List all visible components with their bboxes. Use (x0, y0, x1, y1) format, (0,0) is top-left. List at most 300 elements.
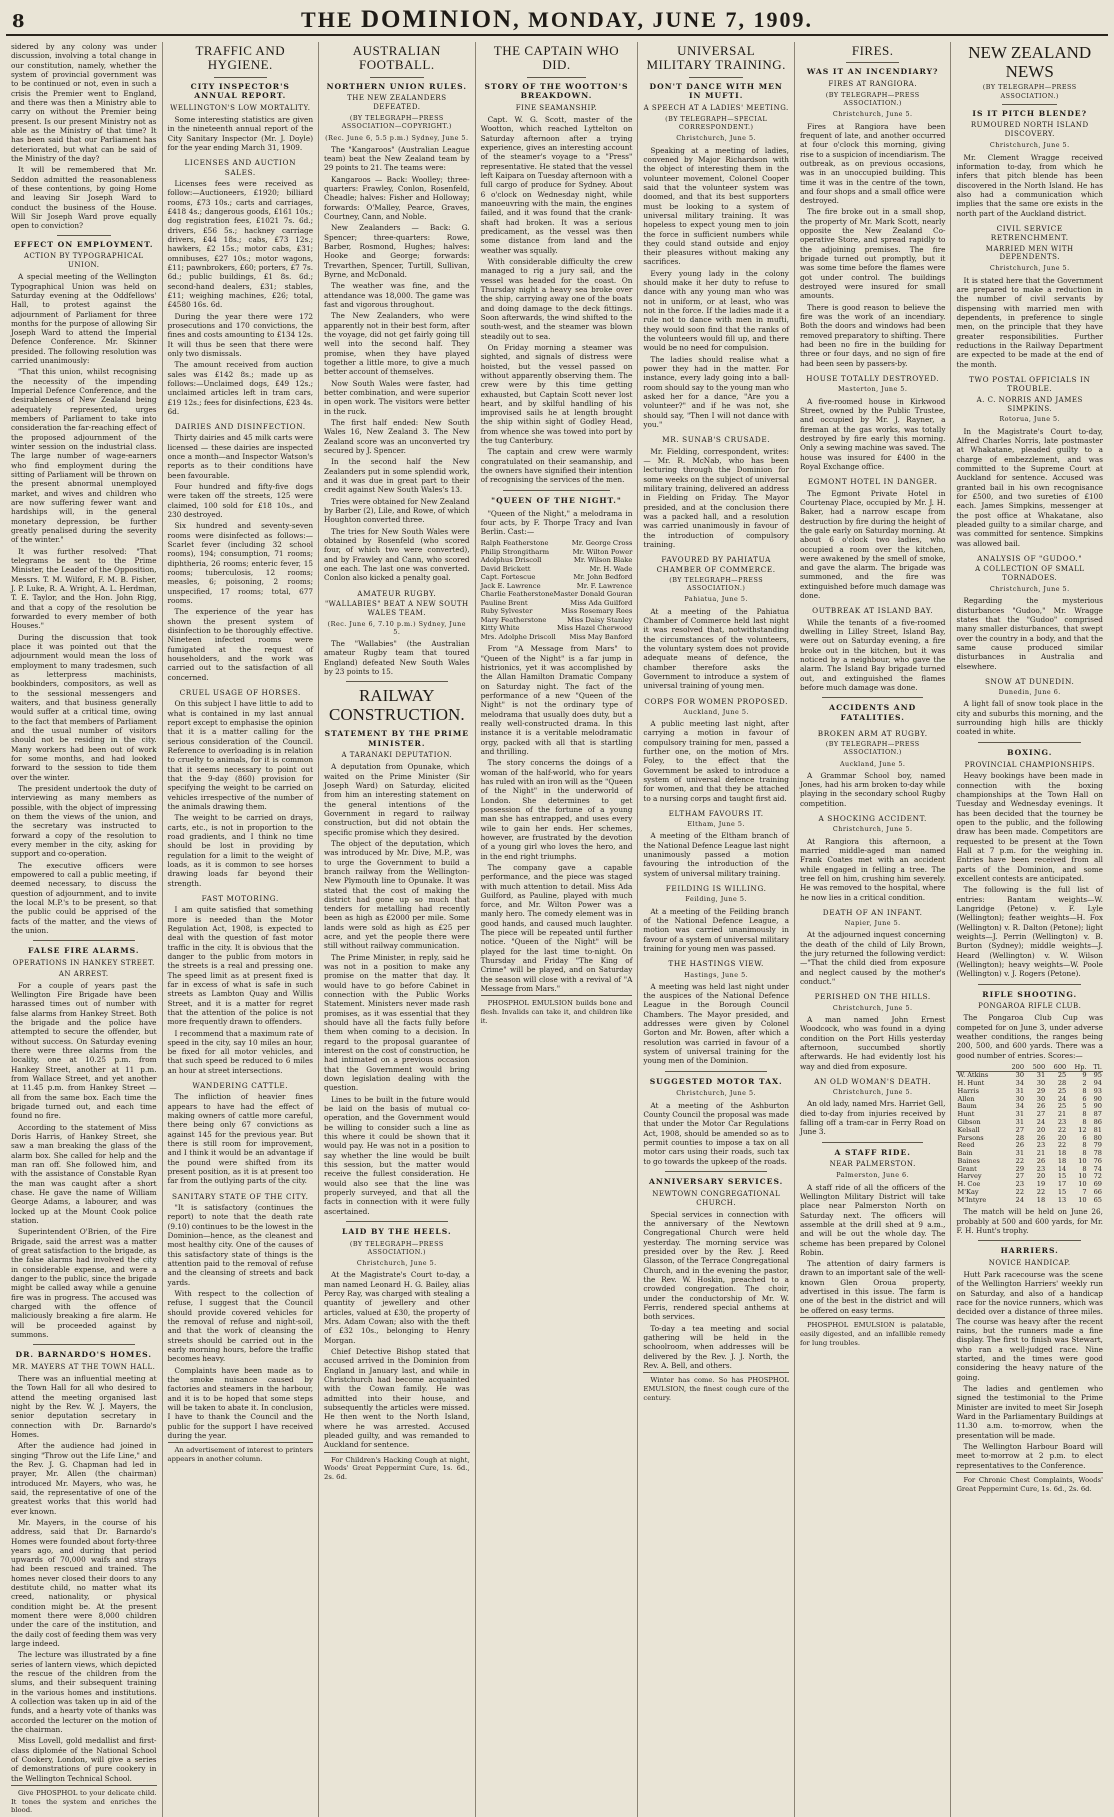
table-cell: 23 (1057, 1118, 1067, 1127)
article-text: A special meeting of the Wellington Typographical Union was held on Saturday evening at the Oddfellows' Hall, to protest against the adjournment of Parliament for three months for the purpose of allowing Sir Joseph Ward to attend the Imperial Defence Conference. Mr. Skinner presided. The following resolution was carried unanimously: (11, 272, 157, 366)
table-cell: 25 (1057, 1071, 1067, 1080)
advertisement: For Children's Hacking Cough at night, Woods' Great Peppermint Cure, 1s. 6d., 2s. 6d. (324, 1452, 470, 1482)
section-heading: TWO POSTAL OFFICIALS IN TROUBLE. (969, 374, 1091, 394)
table-cell: 66 (1093, 1187, 1102, 1196)
subheadline: STATEMENT BY THE PRIME MINISTER. (324, 728, 470, 748)
subheadline: NEWTOWN CONGREGATIONAL CHURCH. (652, 1189, 781, 1207)
table-cell: 90 (1093, 1102, 1102, 1111)
table-cell: 10 (1078, 1156, 1087, 1165)
article-text: The amount received from auction sales was £142 8s.; made up as follows:—Unclaimed dogs, £49 12s.; unclaimed articles left in tram cars, £19 12s.; fees for disinfections, £23 4s. 6d. (167, 360, 314, 416)
dateline: Napier, June 5. (844, 919, 901, 928)
article-text: A meeting of the Eltham branch of the National Defence League last night unanimously passed a motion favouring the introduction of the system of universal military training. (643, 831, 789, 878)
article-text: The infliction of heavier fines appears to have had the effect of making owners of cattle more careful, there being only 67 convictions as against 145 for the previous year. But there is still room for improvement, and I think it would be an advantage if the pound were shifted from its present position, as it is at present too far from the outlying parts of the city. (167, 1092, 314, 1186)
article-text: The company gave a capable performance, and the piece was staged with much attention to detail. Miss Ada Guilford, as Pauline, played with much force, and Mr. Wilton Power was a manly hero. The comedy element was in good hands, and caused much laughter. The piece will be repeated until further notice. "Queen of the Night" will be played for the last time to-night. On Thursday and Friday "The King of Crime" will be played, and on Saturday the season will close with a revival of "A Message from Mars." (480, 862, 633, 994)
wire-credit: (BY TELEGRAPH—PRESS ASSOCIATION.) (669, 575, 764, 593)
article-text: The weight to be carried on drays, carts, etc., is not in proportion to the road gradients, and I think no time should be lost in providing by regulation for a limit to the weight of loads, as it is common to see horses drawing loads far beyond their strength. (167, 813, 314, 888)
cast-row (481, 556, 633, 564)
cast-row (481, 633, 633, 641)
headline: FALSE FIRE ALARMS. (28, 946, 140, 956)
table-cell: 30 (1036, 1094, 1046, 1103)
divider (665, 1171, 767, 1172)
table-header-cell: 500 (1025, 1063, 1046, 1072)
table-header-cell: Tl. (1088, 1063, 1103, 1072)
headline: ANNIVERSARY SERVICES. (649, 1176, 784, 1186)
article-text: A light fall of snow took place in the city and suburbs this morning, and the surrounding high hills are thickly coated in white. (956, 699, 1103, 737)
advertisement: PHOSPHOL EMULSION builds bone and flesh. Invalids can take it, and children like it. (481, 995, 633, 1025)
table-cell: 22 (1057, 1141, 1067, 1150)
article-text: Lines to be built in the future would be laid on the basis of mutual co-operation, and the Government would be willing to consider such a line as this where it could be shown that it would pay. He was not in a position to say whether the line would be built this session, but the matter would receive the fullest consideration. He would also see that the line was properly surveyed, and that all the facts in connection with it were fully ascertained. (324, 1094, 470, 1216)
table-cell: Reed (957, 1141, 975, 1150)
table-cell: 24 (1057, 1094, 1067, 1103)
article-text: Capt. W. G. Scott, master of the Wootton, which reached Lyttelton on Saturday afternoon after a trying experience, gives an interesting account of the steamer's voyage to a "Press" representative. He stated that the vessel left Kaipara on Tuesday afternoon with a full cargo of produce for Sydney. About 6 o'clock on Wednesday night, while manoeuvring with the main, the engines failed, and it was found that the crank-shaft had broken. It was a serious predicament, as the vessel was then some distance from land and the weather was squally. (480, 114, 633, 255)
cast-actor: Miss Daisy Stanley (567, 615, 633, 624)
divider (346, 1221, 448, 1222)
table-row (956, 1158, 1103, 1166)
cast-row (481, 582, 633, 590)
table-cell: 34 (1015, 1079, 1025, 1088)
headline: RAILWAY CONSTRUCTION. (329, 686, 465, 725)
subheadline: CITY INSPECTOR'S ANNUAL REPORT. (190, 81, 290, 101)
table-cell: 90 (1093, 1094, 1102, 1103)
article-text: The captain and crew were warmly congratulated on their seamanship, and the owners have signified their intention of recognising the services of the men. (480, 447, 633, 485)
table-cell: 8 (1082, 1086, 1087, 1095)
table-cell: 27 (1015, 1172, 1025, 1181)
article-text: At a meeting of the Feilding branch of the National Defence League, a motion was carried unanimously in favour of a system of universal military training for young men was passed. (643, 906, 789, 953)
article-text: At the Magistrate's Court to-day, a man named Leonard H. G. Bailey, alias Percy Ray, was charged with stealing a quantity of jewellery and other articles, valued at £30, the property of Mrs. Adam Cowan; also with the theft of £32 10s., belonging to Henry Morgan. (324, 1270, 470, 1345)
dateline: Pahiatua, June 5. (684, 595, 748, 604)
table-cell: 8 (1082, 1149, 1087, 1158)
table-cell: 94 (1093, 1079, 1102, 1088)
table-cell: 8 (1082, 1110, 1087, 1119)
table-cell: 26 (1015, 1141, 1025, 1150)
table-cell: 17 (1057, 1180, 1067, 1189)
cast-role: Philip Strongitharm (480, 547, 550, 556)
table-cell: 80 (1093, 1133, 1102, 1142)
article-text: In the Magistrate's Court to-day, Alfred Charles Norris, late postmaster at Whakatane, pleaded guilty to a charge of embezzlement, and was committed to the Supreme Court at Auckland for sentence. Accused was granted bail in his own recognisance for £500, and two sureties of £100 each. James Simpkins, messenger at the post office at Whakatane, also pleaded guilty to a similar charge, and was committed for sentence. Simpkins was allowed bail. (956, 426, 1103, 548)
article-text: A staff ride of all the officers of the Wellington Military District will take place near Palmerston North on Saturday next. The officers will assemble at the drill shed at 9 a.m., and will be out the whole day. The scheme has been prepared by Colonel Robin. (799, 1182, 946, 1257)
paper-name: DOMINION (361, 6, 514, 33)
table-cell: 8 (1082, 1118, 1087, 1127)
cast-list (481, 539, 633, 641)
table-cell: 22 (1036, 1187, 1046, 1196)
table-cell: 25 (1057, 1086, 1067, 1095)
table-row (956, 1103, 1103, 1111)
article-text: An old lady, named Mrs. Harriet Gell, died to-day from injuries received by falling off a tram-car in Ferry Road on June 3. (799, 1099, 946, 1137)
article-text: Miss Lovell, gold medallist and first-class diplomée of the National School of Cookery, London, will give a series of demonstrations of pure cookery in the Wellington Technical School. (11, 1736, 157, 1783)
cast-row (481, 548, 633, 556)
article-text: Tries were obtained for New Zealand by Barber (2), Lile, and Rowe, of which Houghton converted three. (324, 496, 470, 525)
section-heading: LICENSES AND AUCTION SALES. (184, 158, 297, 177)
article-text: The Wellington Harbour Board will meet to-morrow at 2 p.m. to elect representatives to the Conference. (956, 1442, 1103, 1470)
subheadline: DON'T DANCE WITH MEN IN MUFTI. (649, 81, 783, 101)
advertisement: PHOSPHOL EMULSION is palatable, easily digested, and an infallible remedy for lung troubles. (800, 1317, 946, 1347)
article-text: Complaints have been made as to the smoke nuisance caused by factories and steamers in the harbour, and it is to be hoped that some steps will be taken to abate it. In conclusion, I have to thank the Council and the public for the support I have received during the year. (167, 1365, 314, 1440)
table-cell: 15 (1057, 1187, 1067, 1196)
divider (33, 940, 135, 941)
article-text: It was further resolved: "That telegrams be sent to the Prime Minister, the Leader of the Opposition, Messrs. T. M. Wilford, F. M. B. Fisher, J. P. Luke, R. A. Wright, A. L. Herdman, T. E. Taylor, and the Hon. John Rigg, and that a copy of the resolution be forwarded to every member of both Houses." (11, 546, 157, 631)
headline: EFFECT ON EMPLOYMENT. (13, 239, 154, 249)
article-text: The experience of the year has shown the present system of disinfection to be thoroughly effective. Nineteen infected rooms were fumigated at the request of householders, and the work was carried out to the satisfaction of all concerned. (167, 607, 314, 682)
table-cell: 7 (1082, 1187, 1087, 1196)
table-cell: 81 (1093, 1125, 1102, 1134)
section-heading: EGMONT HOTEL IN DANGER. (807, 477, 938, 487)
table-cell: H. Hunt (957, 1079, 985, 1088)
table-cell: 24 (1036, 1118, 1046, 1127)
table-cell: 69 (1093, 1180, 1102, 1189)
article-text: It is stated here that the Government are prepared to make a reduction in the number of civil servants by dispensing with married men with dependents, in preference to single men, on the principle that they have greater responsibilities. Further reductions in the Railway Department are expected to be made at the end of the month. (956, 275, 1103, 369)
article-text: The fire broke out in a small shop, the property of Mr. Mark Scott, nearly opposite the New Zealand Co-operative Store, and spread rapidly to the adjoining premises. The fire brigade turned out promptly, but it was some time before the flames were got under control. The buildings destroyed were insured for small amounts. (799, 207, 946, 301)
subheadline: NOVICE HANDICAP. (988, 1259, 1071, 1268)
table-cell: 21 (1036, 1149, 1046, 1158)
subheadline: MARRIED MEN WITH DEPENDENTS. (985, 244, 1074, 262)
table-cell: 8 (1082, 1164, 1087, 1173)
divider (1002, 104, 1057, 105)
subheadline: PONGAROA RIFLE CLUB. (978, 1002, 1082, 1011)
subheadline: IS IT PITCH BLENDE? (972, 108, 1088, 118)
article-text: The ladies and gentlemen who signed the testimonial to the Prime Minister are invited to meet Sir Joseph Ward in the Parliamentary Buildings at 11.30 a.m. to-morrow, when the presentation will be made. (956, 1384, 1103, 1440)
table-row (956, 1135, 1103, 1143)
table-cell: Gibson (957, 1118, 981, 1127)
article-text: Four hundred and fifty-five dogs were taken off the streets, 125 were claimed, 100 sold for £18 10s., and 230 destroyed. (167, 482, 314, 520)
table-row (956, 1197, 1103, 1205)
article-text: The president undertook the duty of interviewing as many members as possible, with the object of impressing on them the views of the union, and the secretary was instructed to forward a copy of the resolution to every member in the city, asking for support and co-operation. (11, 783, 157, 859)
divider (978, 1240, 1081, 1241)
section-heading: CORPS FOR WOMEN PROPOSED. (644, 696, 788, 706)
headline: AUSTRALIAN FOOTBALL. (352, 43, 441, 73)
cast-row (481, 539, 633, 547)
section-heading: OUTBREAK AT ISLAND BAY. (812, 606, 934, 616)
cast-role: Adolphus Driscoll (480, 556, 542, 565)
table-cell: 25 (1057, 1102, 1067, 1111)
article-text: On this subject I have little to add to what is contained in my last annual report except to emphasise the opinion that it is a matter calling for the serious consideration of the Council. Reference to overloading is in relation to cruelty to animals, for it is common that it seems necessary to point out that the 9-day (860) provision for specifying the weight to be carried on vehicles irrespective of the number of the animals drawing them. (167, 699, 314, 811)
cast-role: David Brickett (480, 564, 531, 573)
columns (6, 42, 1108, 1815)
article-text: Regarding the mysterious disturbances "Gudoo," Mr. Wragge states that the "Gudoo" comprised many smaller disturbances, that swept over the country in a body, and that the same cause produced similar disturbances in Australia and elsewhere. (956, 596, 1103, 671)
section-heading: WANDERING CATTLE. (192, 1081, 289, 1091)
article-text: The tries for New South Wales were obtained by Rosenfeld (who scored four, of which two were converted), and by Frawley and Cann, who scored one each. The last one was converted. Conlon also kicked a penalty goal. (324, 526, 470, 583)
table-cell: 5 (1082, 1102, 1087, 1111)
table-cell: 29 (1015, 1164, 1025, 1173)
table-cell: M'Kay (957, 1187, 979, 1196)
table-cell: 18 (1057, 1156, 1067, 1165)
wire-credit: (BY TELEGRAPH—PRESS ASSOCIATION.) (825, 740, 920, 757)
article-text: The lecture was illustrated by a fine series of lantern views, which depicted the rescue of the children from the slums, and their subsequent training in the various homes and institutions. A collection was taken up in aid of the funds, and a hearty vote of thanks was accorded the lecturer on the motion of the chairman. (11, 1650, 157, 1735)
cast-actor: Mr. Wilton Power (572, 547, 633, 556)
article-text: The New Zealanders, who were apparently not in their best form, after the voyage, did not get fairly going till well into the second half. They promise, when they have played together a little more, to give a much better account of themselves. (324, 311, 470, 377)
subheadline: "WALLABIES" BEAT A NEW SOUTH WALES TEAM. (324, 599, 469, 617)
table-cell: 20 (1036, 1172, 1046, 1181)
cast-role: Ruby Sylvester (480, 607, 533, 616)
subheadline: ACTION BY TYPOGRAPHICAL UNION. (23, 252, 144, 270)
table-cell: 6 (1082, 1094, 1087, 1103)
cast-role: Mary Featherstone (480, 615, 547, 624)
dateline: Feilding, June 5. (685, 895, 747, 904)
divider (822, 697, 924, 698)
table-cell: 87 (1093, 1110, 1102, 1119)
cast-role: Pauline Brent (480, 598, 528, 607)
dateline: Christchurch, June 5. (989, 141, 1070, 150)
wire-credit: (BY TELEGRAPH—PRESS ASSOCIATION.) (349, 1239, 444, 1256)
article-text: Mr. Mayers, in the course of his address, said that Dr. Barnardo's Homes were founded about forty-three years ago, and during that period upwards of 70,000 waifs and strays had been rescued and trained. The homes never closed their doors to any destitute child, no matter what its creed, nationality, or physical condition might be. At the present moment there were 8,000 children under the care of the institution, and the daily cost of feeding them was very large indeed. (11, 1517, 157, 1649)
dateline: Eltham, June 5. (687, 820, 745, 829)
article-text: Heavy bookings have been made in connection with the boxing championships at the Town Hall on Tuesday and Wednesday evenings. It has been decided that the tourney be open to the public, and the following draw has been made. Competitors are requested to be present at the Town Hall at 7 p.m. for the weighing in. Entries have been received from all parts of the Dominion, and some excellent contests are anticipated. (956, 771, 1103, 884)
divider (978, 742, 1081, 743)
article-text: There is good reason to believe the fire was the work of an incendiary. Both the doors and windows had been removed preparatory to shifting. There had been no fire in the building for three or four days, and no sign of fire had been seen by passers-by. (799, 302, 946, 368)
article-text: In the second half the New Zealanders put in some splendid work, and it was due in great part to their credit against New South Wales's 13. (324, 457, 470, 495)
table-cell: 93 (1093, 1086, 1102, 1095)
section-heading: CRUEL USAGE OF HORSES. (179, 688, 301, 698)
article-text: The match will be held on June 26, probably at 500 and 600 yards, for Mr. F. H. Hunt's trophy. (956, 1207, 1103, 1236)
divider (33, 1344, 135, 1345)
column-4 (476, 42, 639, 1817)
dateline: Rotorua, June 5. (999, 415, 1061, 424)
subheadline: NORTHERN UNION RULES. (326, 81, 468, 91)
table-cell: Parsons (957, 1133, 984, 1142)
article-text: Mr. Fielding, correspondent, writes:— Mr. R. McNab, who has been lecturing through the Dominion for some weeks on the subject of universal military training, delivered an address in Fielding on Friday. The Mayor presided, and at the conclusion there was a packed hall, and a resolution was carried unanimously in favour of the introduction of compulsory training. (643, 446, 789, 549)
article-text: Special services in connection with the anniversary of the Newtown Congregational Church were held yesterday. The morning service was presided over by the Rev. J. Reed Glasson, of the Terrace Congregational Church, and in the evening the pastor, the Rev. W. Hoskin, preached to a crowded congregation. The choir, under the conductorship of Mr. W. Ferris, rendered special anthems at both services. (643, 1209, 789, 1322)
cast-role: Jack E. Lawrence (480, 581, 541, 590)
table-cell: 86 (1093, 1118, 1102, 1127)
issue-date: , MONDAY, JUNE 7, 1909. (513, 7, 813, 32)
table-cell: 23 (1036, 1141, 1046, 1150)
article-text: At a meeting of the Pahiatua Chamber of Commerce held last night it was resolved that, notwithstanding the circumstances of the volunteers, the voluntary system does not provide adequate means of defence, the chamber therefore asks the Government to introduce a system of universal training of young men. (643, 606, 789, 691)
article-text: I recommend that a maximum rate of speed in the city, say 10 miles an hour, be fixed for all motor vehicles, and that such speed be reduced to 6 miles an hour at street intersections. (167, 1028, 314, 1075)
table-header-cell: 200 (1004, 1063, 1025, 1072)
table-cell: 72 (1093, 1172, 1102, 1181)
article-text: The executive officers were empowered to call a public meeting, if deemed necessary, to discuss the question of adjournment, and to invite the local M.P.'s to be present, so that the public could be apprised of the facts of the matter, and the views of the union. (11, 860, 157, 935)
subheadline: WELLINGTON'S LOW MORTALITY. (170, 104, 311, 113)
subheadline: WAS IT AN INCENDIARY? (806, 67, 939, 77)
table-cell: 31 (1015, 1086, 1025, 1095)
divider (57, 235, 111, 236)
table-cell: 10 (1078, 1172, 1087, 1181)
dateline: Hastings, June 5. (684, 970, 749, 979)
divider (503, 490, 611, 491)
section-heading: SNOW AT DUNEDIN. (984, 676, 1075, 686)
table-cell: 31 (1015, 1110, 1025, 1119)
article-text: According to the statement of Miss Doris Harris, of Hankey Street, she saw a man breaking the glass of the alarm box. She called for help and the man ran off. She followed him, and with the assistance of Constable Ryan the man was caught after a short chase. He gave the name of William George Adams, a labourer, and was locked up at the Mount Cook police station. (11, 1122, 157, 1225)
subheadline: A TARANAKI DEPUTATION. (341, 751, 453, 760)
table-cell: Baum (957, 1102, 977, 1111)
table-cell: 74 (1093, 1164, 1102, 1173)
article-text: A five-roomed house in Kirkwood Street, owned by the Public Trustee, and occupied by Mr. J. Rayner, a fireman at the gas works, was totally destroyed by fire early this morning. Only a sewing machine was saved. The house was insured for £400 in the Royal Exchange office. (799, 396, 946, 471)
cast-role: Capt. Fortescue (480, 573, 536, 582)
table-cell: W. Atkins (957, 1071, 989, 1080)
article-text: It will be remembered that Mr. Seddon admitted the reasonableness of these contentions, by going Home and leaving Sir Joseph Ward to conduct the business of the House. Will Sir Joseph Ward prove equally open to conviction? (11, 165, 157, 231)
table-cell: Harris (957, 1086, 979, 1095)
dateline: Christchurch, June 5. (676, 1089, 757, 1098)
dateline: Masterton, June 5. (838, 385, 908, 394)
subheadline: PROVINCIAL CHAMPIONSHIPS. (964, 760, 1095, 769)
article-text: Kangaroos — Back: Woolley; three-quarters: Frawley, Conlon, Rosenfeld, Cheadle; halves: Fisher and Holloway; forwards: O'Malley, Pearce, Graves, Courtney, Cann, and Noble. (324, 174, 470, 222)
article-text: At Rangiora this afternoon, a married middle-aged man named Frank Coates met with an accident while engaged in felling a tree. The tree fell on him, crushing him severely. He was removed to the hospital, where he now lies in a critical condition. (799, 836, 946, 902)
table-cell: 79 (1093, 1141, 1102, 1150)
headline: ACCIDENTS AND FATALITIES. (829, 703, 917, 723)
section-heading: FAVOURED BY PAHIATUA CHAMBER OF COMMERCE. (656, 555, 776, 574)
table-header-cell: Hp. (1067, 1063, 1087, 1072)
table-cell: Hunt (957, 1110, 975, 1119)
table-cell: 31 (1015, 1149, 1025, 1158)
table-row (956, 1088, 1103, 1096)
divider (346, 681, 448, 682)
article-text: From "A Message from Mars" to "Queen of the Night" is a far jump in histrionics, yet it was accomplished by the Allan Hamilton Dramatic Company on Saturday night. The fact of the performance of a new "Queen of the Night" is not the ordinary type of melodrama that usually does duty, but a really well-constructed drama. In this instance it is a veritable melodramatic orgy, packed with all that is startling and thrilling. (480, 644, 633, 756)
dateline: Christchurch, June 5. (832, 1088, 913, 1097)
cast-actor: Mr. George Cross (571, 539, 633, 548)
table-cell: 26 (1036, 1156, 1046, 1165)
table-cell: Harvey (957, 1172, 982, 1181)
subheadline: OPERATIONS IN HANKEY STREET. (12, 958, 155, 967)
table-cell: 13 (1057, 1195, 1067, 1204)
headline: "QUEEN OF THE NIGHT." (491, 495, 622, 505)
subheadline: MR. MAYERS AT THE TOWN HALL. (12, 1362, 156, 1371)
dateline: Christchurch, June 5. (989, 585, 1070, 594)
table-cell: 8 (1082, 1141, 1087, 1150)
table-cell: M'Intyre (957, 1195, 987, 1204)
table-cell: 27 (1015, 1125, 1025, 1134)
article-text: Mr. Clement Wragge received information to-day, from which he infers that pitch blende has been discovered in the North Island. He has also had a communication which implies that the same ore exists in the north part of the Auckland district. (956, 152, 1103, 218)
wire-credit: (BY TELEGRAPH—PRESS ASSOCIATION—COPYRIGHT.) (341, 114, 452, 131)
headline: LAID BY THE HEELS. (342, 1226, 452, 1236)
article-text: "It is satisfactory (continues the report) to note that the death rate (9.10) continues to be the lowest in the Dominion—hence, as the cleanest and most healthy city. One of the causes of this satisfactory state of things is the attention paid to the removal of refuse and the cleansing of streets and back yards. (167, 1203, 314, 1287)
divider (214, 77, 268, 78)
table-cell: 31 (1036, 1071, 1046, 1080)
table-cell: 23 (1036, 1164, 1046, 1173)
section-heading: ANALYSIS OF "GUDOO." (977, 553, 1083, 563)
table-cell: 76 (1093, 1156, 1102, 1165)
table-cell: 26 (1036, 1102, 1046, 1111)
cast-actor: Miss May Banford (569, 632, 633, 641)
table-cell: 19 (1036, 1180, 1046, 1189)
masthead (6, 6, 1108, 36)
article-text: On Friday morning a steamer was sighted, and signals of distress were hoisted, but the vessel passed on without apparently observing them. The crew were by this time getting exhausted, but Captain Scott never lost heart, and by skilful handling of his improvised sails he at length brought the ship within sight of Godley Head, from whence she was towed into port by the tug Canterbury. (480, 342, 633, 446)
cast-actor: Master Donald Gouran (553, 590, 633, 599)
article-text: There was an influential meeting at the Town Hall for all who desired to attend the meeting organised last night by the Rev. W. J. Mayers, the senior deputation secretary in connection with Dr. Barnardo's Homes. (11, 1373, 157, 1439)
section-heading: MR. SUNAB'S CRUSADE. (662, 435, 771, 445)
subheadline: A COLLECTION OF SMALL TORNADOES. (975, 565, 1085, 583)
article-text: The Pongaroa Club Cup was competed for on June 3, under adverse weather conditions, the ranges being 200, 500, and 600 yards. There was a good number of entries. Scores:— (956, 1013, 1103, 1060)
advertisement: For Chronic Chest Complaints, Woods' Great Peppermint Cure, 1s. 6d., 2s. 6d. (956, 1472, 1103, 1493)
headline: UNIVERSAL MILITARY TRAINING. (646, 43, 786, 73)
cast-actor: Miss Rosemary Rees (561, 607, 633, 616)
table-cell: 12 (1078, 1125, 1087, 1134)
article-text: The following is the full list of entries: Bantam weights—W. Langridge (Petone) v. F. Lyle (Wellington); feather weights—H. Fox (Wellington) v. R. Dalton (Petone); light weights—J. Perrin (Wellington) v. B. Burton (Sydney); middle weights—J. Heard (Wellington) v. W. Wilson (Wellington); heavy weights—W. Poole (Wellington) v. J. Rogers (Petone). (956, 885, 1103, 979)
section-heading: ELTHAM FAVOURS IT. (668, 808, 764, 818)
table-cell: Allen (957, 1094, 975, 1103)
section-heading: PERISHED ON THE HILLS. (814, 992, 931, 1002)
table-cell: 10 (1078, 1180, 1087, 1189)
table-cell: 14 (1057, 1164, 1067, 1173)
article-text: Every young lady in the colony should make it her duty to refuse to dance with any young man who was not in uniform, or at least, who was not in the force. If the ladies made it a rule not to dance with men in mufti, they would soon find that the ranks of the volunteers would fill up, and there would be no need for compulsion. (643, 268, 789, 353)
table-cell: 18 (1036, 1195, 1046, 1204)
column-5 (638, 42, 795, 1817)
headline: RIFLE SHOOTING. (982, 989, 1078, 999)
subheadline: NEAR PALMERSTON. (829, 1160, 916, 1169)
article-text: "That this union, whilst recognising the necessity of the impending Imperial Defence Conference, and the desirableness of New Zealand being adequately represented, urges members of Parliament to take into consideration the far-reaching effect of the proposed adjournment of the winter session on the industrial class. The large number of wage-earners who find employment during the sitting of Parliament will be thrown on the present abnormal unemployed market, and wives and children who are now suffering fewer want and hardships will, in the general monetary depression, be further greatly penalised during the severity of the winter." (11, 367, 157, 545)
cast-row (481, 565, 633, 573)
cast-row (481, 607, 633, 615)
dateline: (Rec. June 6, 7.10 p.m.) Sydney, June 5. (327, 619, 466, 636)
column-1 (6, 42, 163, 1817)
article-text: The first half ended: New South Wales 16, New Zealand 3. The New Zealand score was an unconverted try secured by J. Spencer. (324, 417, 470, 455)
section-heading: AN OLD WOMAN'S DEATH. (814, 1076, 932, 1086)
table-cell: 29 (1036, 1086, 1046, 1095)
table-row (956, 1096, 1103, 1104)
article-text: Now South Wales were faster, had better combination, and were superior in open work. The visitors were better in the ruck. (324, 378, 470, 416)
table-cell: 6 (1082, 1133, 1087, 1142)
wire-credit: (BY TELEGRAPH—SPECIAL CORRESPONDENT.) (665, 114, 768, 132)
article-text: The Egmont Private Hotel in Courtenay Place, occupied by Mr. J. H. Baker, had a narrow escape from destruction by fire during the height of the gale early on Saturday morning. At about 6 o'clock two ladies, who occupied a room over the kitchen, were awakened by the smell of smoke, and gave the alarm. The brigade was summoned, and the fire was extinguished before much damage was done. (799, 488, 946, 601)
table-cell: 9 (1082, 1071, 1087, 1080)
article-text: The object of the deputation, which was introduced by Mr. Dive, M.P., was to urge the Government to build a branch railway from the Wellington-New Plymouth line to Opunake. It was stated that the cost of making the district had gone up so much that tenders for metalling had recently been as high as £2000 per mile. Some lands were sold as high as £25 per acre, and yet the people there were still without railway communication. (324, 838, 470, 951)
advertisement: Give PHOSPHOL to your delicate child. It tones the system and enriches the blood. (11, 1785, 157, 1815)
article-text: A man named John Ernest Woodcock, who was found in a dying condition on the Port Hills yesterday afternoon, succumbed shortly afterwards. He had evidently lost his way and died from exposure. (799, 1014, 946, 1071)
cast-row (481, 599, 633, 607)
headline: FIRES. (851, 43, 894, 58)
section-heading: FEILDING IS WILLING. (665, 884, 767, 894)
article-text: "Queen of the Night," a melodrama in four acts, by F. Thorpe Tracy and Ivan Berlin. Cast:— (480, 508, 633, 537)
cast-actor: Mr. F. Lawrence (576, 581, 633, 590)
dateline: Christchurch, June 5. (989, 264, 1070, 273)
divider (665, 1071, 767, 1072)
article-text: Thirty dairies and 45 milk carts were licensed — these dairies are inspected once a month—and Inspector Watson's reports as to their conditions have been favourable. (167, 433, 314, 480)
table-cell: 34 (1015, 1102, 1025, 1111)
article-text: Hutt Park racecourse was the scene of the Wellington Harriers' weekly run on Saturday, and also of a handicap race for the novice runners, which was decided over a distance of three miles. The course was heavy after the recent rains, but the runners made a fine display. The first to finish was Stewart, who ran a well-judged race. Nine started, and the times were good considering the heavy nature of the going. (956, 1270, 1103, 1382)
headline: SUGGESTED MOTOR TAX. (649, 1076, 783, 1086)
section-heading: FAST MOTORING. (201, 893, 279, 903)
article-text: A meeting was held last night under the auspices of the National Defence League in the Borough Council Chambers. The Mayor presided, and addresses were given by Colonel Gorton and Mr. Bowen, after which a resolution was carried in favour of a system of universal training for the young men of the Dominion. (643, 981, 789, 1066)
cast-row (481, 573, 633, 581)
table-cell: 30 (1036, 1079, 1046, 1088)
article-text: With respect to the collection of refuse, I suggest that the Council should provide covered vehicles for the removal of refuse and night-soil, and that the work of cleansing the streets should be carried out in the early morning hours, before the traffic becomes heavy. (167, 1289, 314, 1364)
cast-row (481, 616, 633, 624)
dateline: Palmerston, June 6. (836, 1171, 910, 1180)
cast-role: Kitty White (480, 624, 520, 633)
cast-row (481, 590, 633, 598)
table-cell: 15 (1057, 1172, 1067, 1181)
subheadline: FINE SEAMANSHIP. (515, 104, 598, 113)
table-cell: 95 (1093, 1071, 1102, 1080)
cast-role: Charlie Featherstone (480, 590, 554, 599)
table-cell: 22 (1015, 1187, 1025, 1196)
dateline: Auckland, June 5. (839, 759, 906, 768)
headline: NEW ZEALAND NEWS (968, 43, 1092, 81)
article-text: The "Wallabies" (the Australian amateur Rugby team that toured England) defeated New South Wales by 23 points to 15. (324, 639, 470, 677)
masthead-title-pre: THE (301, 7, 361, 32)
subheadline: THE NEW ZEALANDERS DEFEATED. (347, 94, 447, 112)
article-text: Six hundred and seventy-seven rooms were disinfected as follows:—Scarlet fever (including 32 school rooms), 194; consumption, 71 rooms; diphtheria, 26 rooms; enteric fever, 15 rooms; tuberculosis, 12 rooms; measles, 6; poisoning, 2 rooms; unspecified, 17 rooms; total, 677 rooms. (167, 521, 314, 606)
table-cell: 31 (1015, 1118, 1025, 1127)
dateline: Christchurch, June 5. (832, 825, 913, 834)
table-cell: 20 (1057, 1133, 1067, 1142)
cast-row (481, 624, 633, 632)
article-text: For a couple of years past the Wellington Fire Brigade have been harassed times out of number with false alarms from Hankey Street. Both the brigade and the police have attempted to secure the offender, but without success. On Saturday evening there were three alarms from the locality, one at 10.25 p.m. from Hankey Street, another at 11 p.m. from Wallace Street, and yet another at 11.45 p.m. from Hankey Street — all from the same box. Each time the brigade turned out, and each time found no fire. (11, 980, 157, 1121)
article-text: The Prime Minister, in reply, said he was not in a position to make any promise on the matter that day. It would have to go before Cabinet in connection with the Public Works Statement. Ministers never made rash promises, as it was essential that they should have all the facts fully before them when coming to a decision. In regard to the proposal guarantee of interest on the cost of construction, he had intimated on a previous occasion that the Government would bring down legislation dealing with the question. (324, 952, 470, 1093)
column-2 (163, 42, 320, 1817)
subheadline: A. C. NORRIS AND JAMES SIMPKINS. (976, 395, 1083, 413)
article-text: Chief Detective Bishop stated that accused arrived in the Dominion from England in January last, and while in Christchurch had become acquainted with the Cowan family. He was admitted into their house, and subsequently the articles were missed. He then went to the North Island, where he was arrested. Accused pleaded guilty, and was remanded to Auckland for sentence. (324, 1346, 470, 1450)
table-cell: 30 (1015, 1094, 1025, 1103)
table-cell: Baines (957, 1156, 980, 1165)
article-text: The story concerns the doings of a woman of the half-world, who for years has ruled with an iron will as the "Queen of the Night" in the underworld of London. She determines to get possession of the fortune of a young man she has entrapped, and uses every wile to gain her ends. Her schemes, however, are frustrated by the devotion of a young girl who loves the hero, and in the end right triumphs. (480, 758, 633, 861)
article-text: During the discussion that took place it was pointed out that the adjournment would mean the loss of employment to many tradesmen, such as letterpress machinists, bookbinders, compositors, as well as to the sessional messengers and waiters, and that business generally would suffer at a critical time, owing to the fact that members of Parliament and the usual number of visitors should not be residing in the city. Many workers had been out of work for some months, and had looked forward to the session to tide them over the winter. (11, 632, 157, 782)
dateline: Auckland, June 5. (683, 707, 749, 716)
table-cell: Grant (957, 1164, 977, 1173)
table-cell: 2 (1082, 1079, 1087, 1088)
section-heading: A SHOCKING ACCIDENT. (818, 814, 927, 824)
cast-actor: Miss Ada Guilford (570, 598, 633, 607)
subheadline: A SPEECH AT A LADIES' MEETING. (643, 104, 789, 113)
article-text: At the adjourned inquest concerning the death of the child of Lily Brown, the jury returned the following verdict:—"That the child died from exposure and neglect caused by the mother's conduct." (799, 930, 946, 987)
